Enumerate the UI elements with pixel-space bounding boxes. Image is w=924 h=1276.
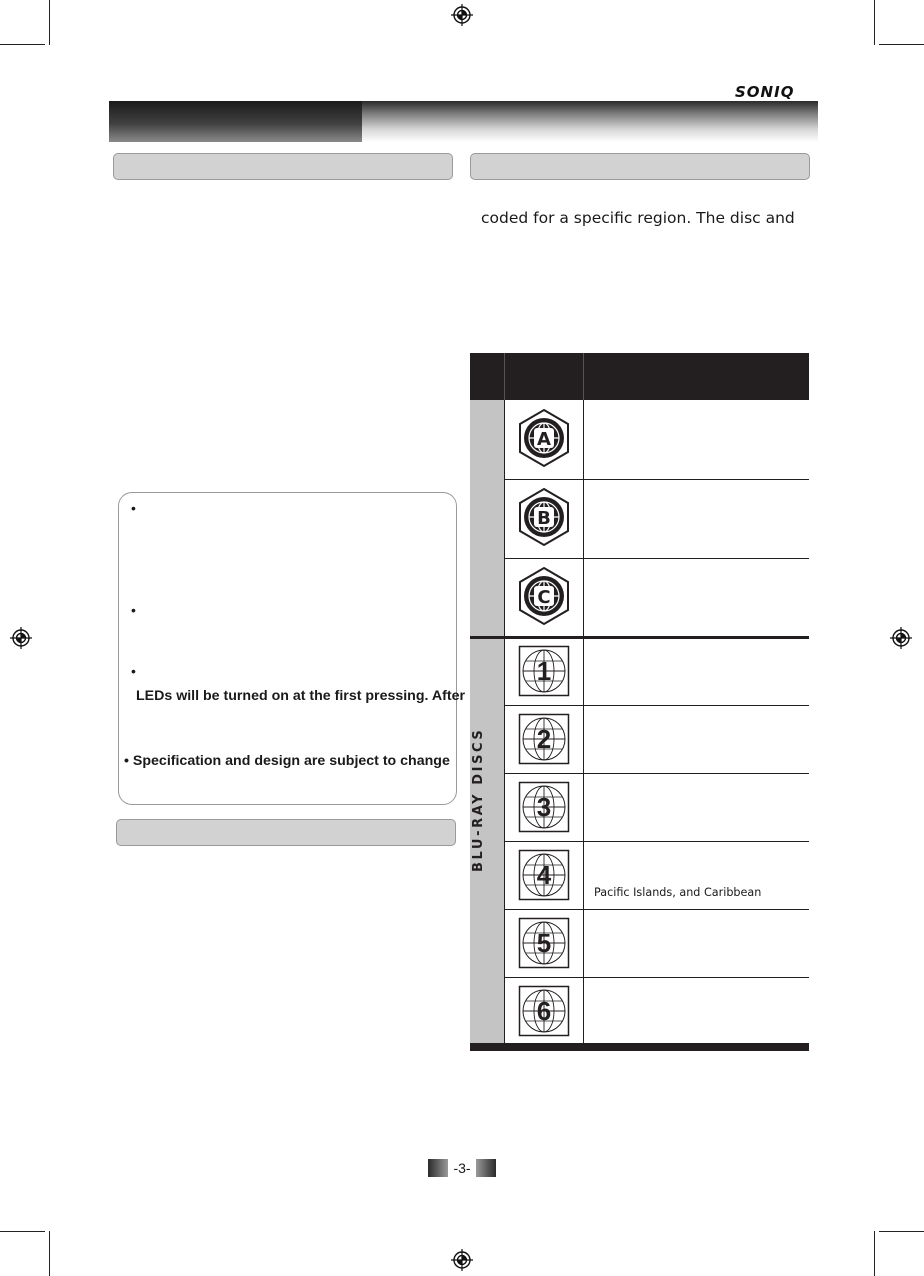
dvd-region-6-code: 6 [536, 996, 552, 1026]
bullet-point: • [131, 602, 136, 618]
dvd-region-4-code: 4 [536, 860, 552, 890]
bluray-region-c-code: C [537, 587, 551, 608]
registration-mark-icon [10, 627, 32, 649]
crop-mark [0, 44, 45, 45]
crop-mark [874, 1231, 875, 1276]
bluray-region-b-code: B [537, 508, 551, 529]
registration-mark-icon [890, 627, 912, 649]
table-header [470, 353, 809, 400]
region-intro-text: coded for a specific region. The disc and [481, 209, 795, 227]
crop-mark [0, 1231, 45, 1232]
crop-mark [49, 0, 50, 45]
row-divider [504, 558, 809, 559]
row-divider [504, 479, 809, 480]
dvd-region-2-icon [518, 713, 570, 765]
dvd-region-5-icon [518, 917, 570, 969]
crop-mark [874, 0, 875, 45]
bluray-region-a-code: A [537, 429, 551, 450]
section-separator [470, 636, 809, 639]
bullet-point: • [131, 500, 136, 516]
header-bar-dark [109, 101, 362, 142]
bluray-region-a-icon [517, 408, 571, 468]
bluray-region-c-icon [517, 566, 571, 626]
row-divider [504, 909, 809, 910]
region-4-description: Pacific Islands, and Caribbean [594, 886, 762, 899]
crop-mark [879, 1231, 924, 1232]
bluray-side-panel [470, 400, 504, 637]
note-spec-text: • Specification and design are subject to change [124, 753, 450, 769]
header-divider [583, 353, 584, 400]
section-heading-lower-left [116, 819, 456, 846]
column-divider [583, 353, 584, 1043]
dvd-region-3-icon [518, 781, 570, 833]
page-number-left-tab [428, 1159, 448, 1177]
page-number-badge [428, 1159, 496, 1177]
row-divider [504, 977, 809, 978]
dvd-region-1-icon [518, 645, 570, 697]
note-leds-text: LEDs will be turned on at the first pressing. After [136, 688, 465, 704]
crop-mark [49, 1231, 50, 1276]
section-heading-left [113, 153, 453, 180]
dvd-region-3-code: 3 [536, 792, 552, 822]
dvd-region-4-icon [518, 849, 570, 901]
header-divider [504, 353, 505, 400]
dvd-region-5-code: 5 [536, 928, 552, 958]
row-divider [504, 773, 809, 774]
brand-logo: SONIQ [735, 83, 795, 101]
header-bar-gradient [362, 101, 818, 142]
page-number-right-tab [476, 1159, 496, 1177]
dvd-region-2-code: 2 [536, 724, 552, 754]
registration-mark-icon [451, 4, 473, 26]
bullet-point: • [131, 663, 136, 679]
crop-mark [879, 44, 924, 45]
row-divider [504, 705, 809, 706]
registration-mark-icon [451, 1249, 473, 1271]
table-footer [470, 1043, 809, 1051]
column-divider [504, 353, 505, 1043]
page-number: -3- [453, 1160, 471, 1176]
row-divider [504, 841, 809, 842]
dvd-region-1-code: 1 [536, 656, 552, 686]
dvd-region-6-icon [518, 985, 570, 1037]
section-heading-right [470, 153, 810, 180]
bluray-side-label-text: BLU-RAY DISCS [471, 727, 486, 872]
bluray-region-b-icon [517, 487, 571, 547]
